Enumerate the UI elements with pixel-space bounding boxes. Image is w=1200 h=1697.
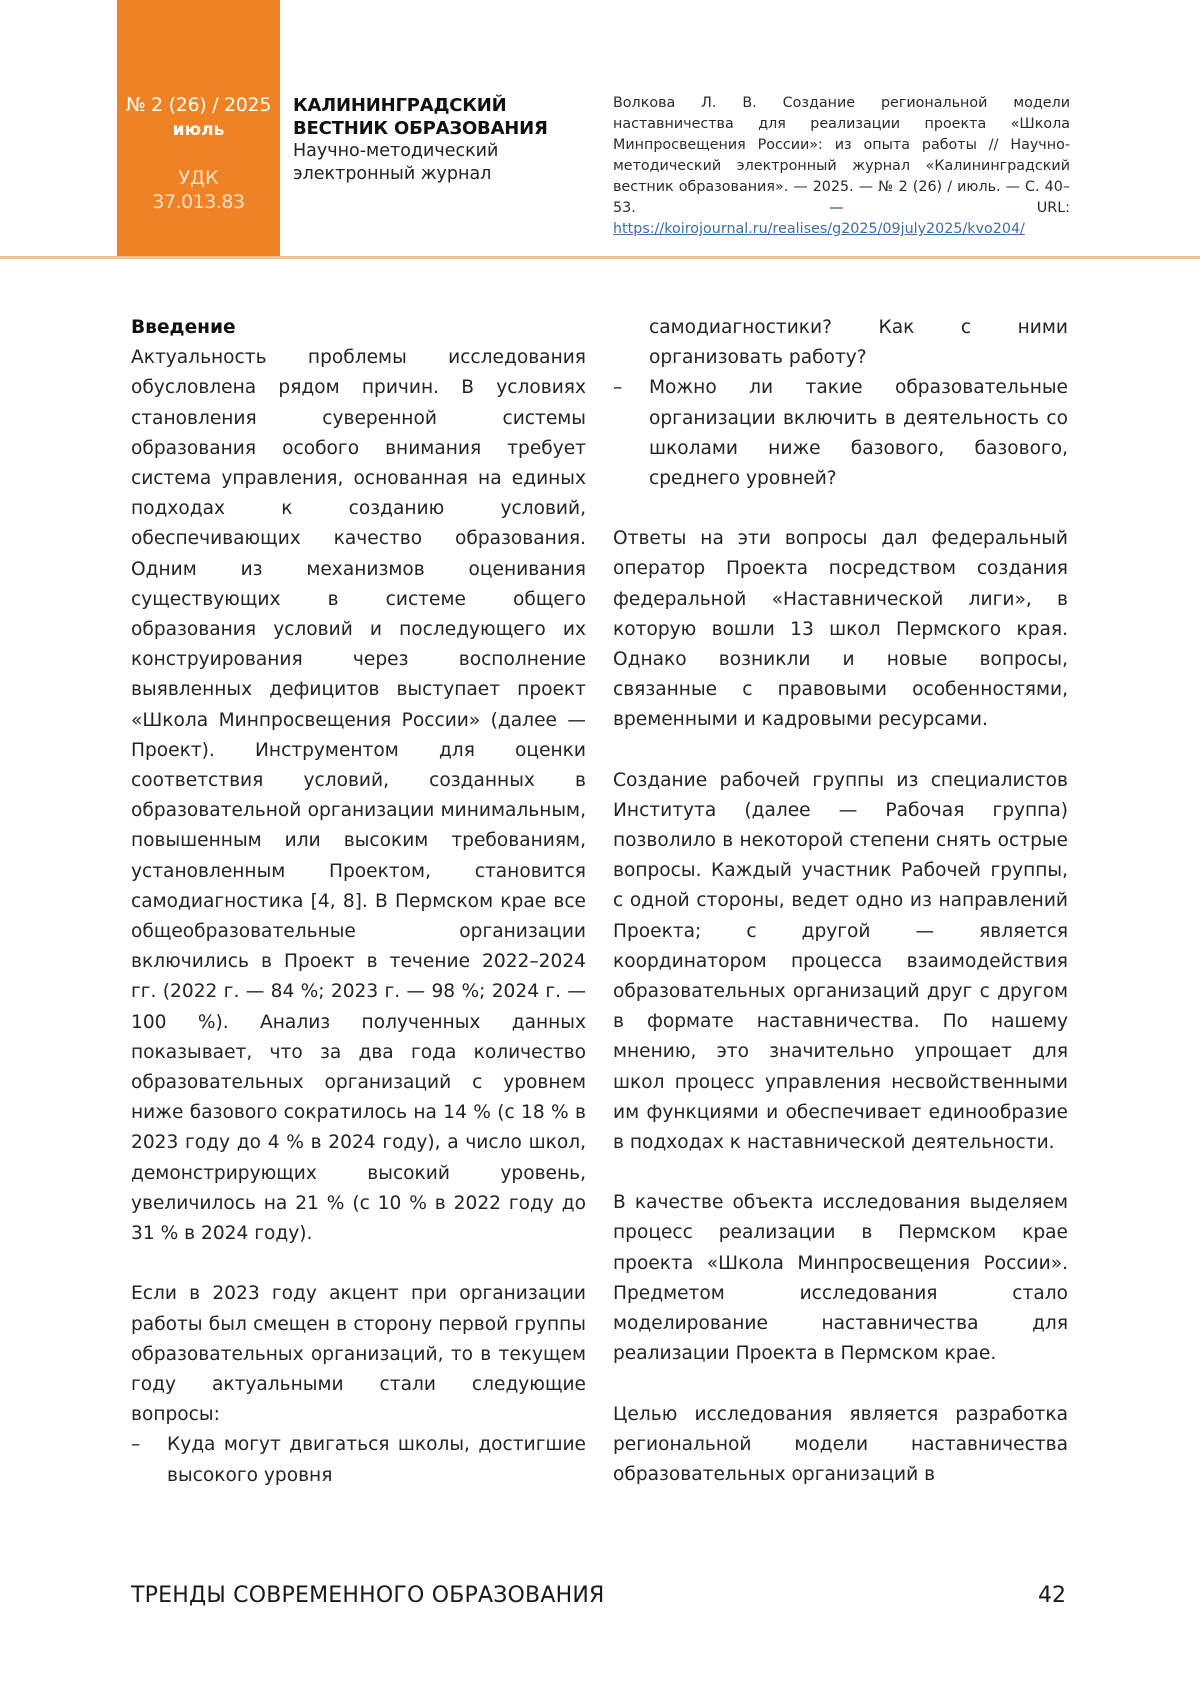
body-paragraph: Ответы на эти вопросы дал федеральный оператор Проекта посредством создания федеральной «Наставнической лиги», в которую вошли 13 школ Пермского края. Однако возникли и новые вопросы, связанные с правовыми особенностями, временными и кадровыми ресурсами. xyxy=(613,528,1068,731)
journal-title-line2: ВЕСТНИК ОБРАЗОВАНИЯ xyxy=(293,118,548,139)
dash-bullet-icon: – xyxy=(613,377,623,399)
list-item xyxy=(613,313,1068,373)
list-item-text: Можно ли такие образовательные организации включить в деятельность со школами ниже базового, базового, среднего уровней? xyxy=(649,377,1068,490)
section-heading-introduction: Введение xyxy=(131,317,236,338)
issue-info-band xyxy=(117,0,280,258)
journal-subtitle-line2: электронный журнал xyxy=(293,164,492,184)
page-number: 42 xyxy=(1038,1583,1066,1608)
issue-number: № 2 (26) / 2025 xyxy=(125,94,272,116)
citation-text: Волкова Л. В. Создание региональной модели наставничества для реализации проекта «Школа Минпросвещения России»: из опыта работы // Научно-методический электронный журнал «Калининградский вестник образования». — 2025. — № 2 (26) / июль. — С. 40–53. — URL: xyxy=(613,95,1070,216)
body-paragraph: В качестве объекта исследования выделяем процесс реализации в Пермском крае проекта «Школа Минпросвещения России». Предметом исследования стало моделирование наставничества для реализации Проекта в Пермском крае. xyxy=(613,1192,1068,1365)
journal-masthead xyxy=(293,94,593,186)
question-list-continued xyxy=(613,313,1068,494)
question-list xyxy=(131,1430,586,1490)
journal-title-line1: КАЛИНИНГРАДСКИЙ xyxy=(293,95,507,116)
udk-code: 37.013.83 xyxy=(152,191,245,213)
running-footer-title: ТРЕНДЫ СОВРЕМЕННОГО ОБРАЗОВАНИЯ xyxy=(131,1583,605,1608)
citation-link[interactable]: https://koirojournal.ru/realises/g2025/09july2025/kvo204/ xyxy=(613,221,1025,237)
journal-subtitle-line1: Научно-методический xyxy=(293,141,499,161)
list-item-text: Куда могут двигаться школы, достигшие высокого уровня xyxy=(167,1434,586,1486)
body-paragraph: Целью исследования является разработка региональной модели наставничества образовательных организаций в xyxy=(613,1403,1068,1485)
issue-month: июль xyxy=(172,120,225,140)
right-column xyxy=(613,313,1068,1490)
list-item xyxy=(613,373,1068,494)
list-item xyxy=(131,1430,586,1490)
header-divider xyxy=(0,256,1200,259)
dash-bullet-icon: – xyxy=(131,1434,141,1456)
body-paragraph: Если в 2023 году акцент при организации работы был смещен в сторону первой группы образовательных организаций, то в текущем году актуальными стали следующие вопросы: xyxy=(131,1283,586,1426)
udk-label: УДК xyxy=(178,167,219,189)
list-item-text: самодиагностики? Как с ними организовать работу? xyxy=(649,317,1068,369)
left-column xyxy=(131,313,586,1491)
body-paragraph: Создание рабочей группы из специалистов Института (далее — Рабочая группа) позволило в некоторой степени снять острые вопросы. Каждый участник Рабочей группы, с одной стороны, ведет одно из направлений Проекта; с другой — является координатором процесса взаимодействия образовательных организаций друг с другом в формате наставничества. По нашему мнению, это значительно упрощает для школ процесс управления несвойственными им функциями и обеспечивает единообразие в подходах к наставнической деятельности. xyxy=(613,769,1068,1154)
citation-block xyxy=(613,93,1070,240)
body-paragraph: Актуальность проблемы исследования обусловлена рядом причин. В условиях становления суверенной системы образования особого внимания требует система управления, основанная на единых подходах к созданию условий, обеспечивающих качество образования. Одним из механизмов оценивания существующих в системе общего образования условий и последующего их конструирования через восполнение выявленных дефицитов выступает проект «Школа Минпросвещения России» (далее — Проект). Инструментом для оценки соответствия условий, созданных в образовательной организации минимальным, повышенным или высоким требованиям, установленным Проектом, становится самодиагностика [4, 8]. В Пермском крае все общеобразовательные организации включились в Проект в течение 2022–2024 гг. (2022 г. — 84 %; 2023 г. — 98 %; 2024 г. — 100 %). Анализ полученных данных показывает, что за два года количество образовательных организаций с уровнем ниже базового сократилось на 14 % (с 18 % в 2023 году до 4 % в 2024 году), а число школ, демонстрирующих высокий уровень, увеличилось на 21 % (с 10 % в 2022 году до 31 % в 2024 году). xyxy=(131,347,586,1245)
